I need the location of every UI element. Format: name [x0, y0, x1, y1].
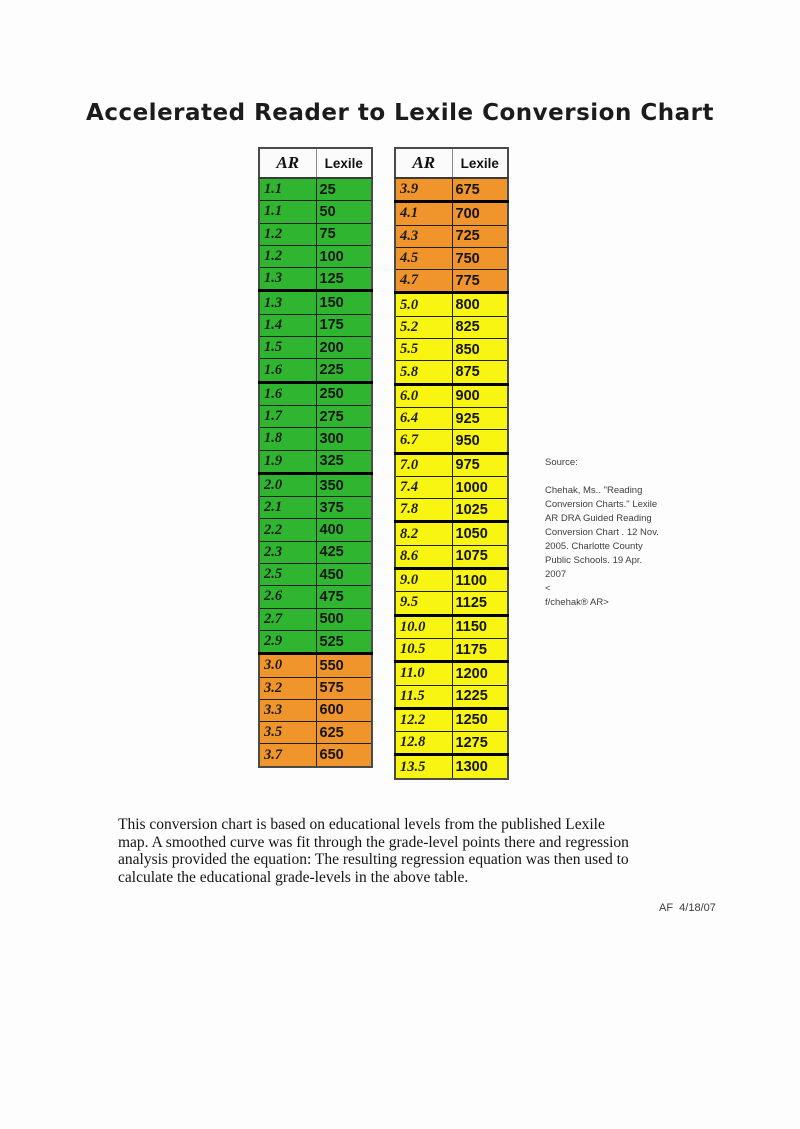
lexile-cell: 775: [452, 270, 508, 293]
lexile-cell: 625: [316, 722, 372, 744]
table-row: [395, 202, 508, 225]
table-header-row: [395, 148, 508, 178]
lexile-cell: 1225: [452, 685, 508, 708]
table-row: [395, 247, 508, 269]
ar-cell: 13.5: [395, 755, 452, 779]
lexile-cell: 600: [316, 699, 372, 721]
ar-cell: 1.9: [259, 450, 316, 473]
lexile-cell: 950: [452, 430, 508, 453]
lexile-cell: 75: [316, 223, 372, 245]
table-row: [259, 608, 372, 630]
table-row: [259, 497, 372, 519]
ar-cell: 4.1: [395, 202, 452, 225]
table-row: [395, 361, 508, 384]
lexile-cell: 250: [316, 382, 372, 405]
table-row: [395, 316, 508, 338]
table-row: [395, 708, 508, 731]
footnote-line: This conversion chart is based on educational levels from the published Lexile: [118, 816, 605, 833]
ar-cell: 11.0: [395, 662, 452, 685]
lexile-cell: 1300: [452, 755, 508, 779]
source-citation-line: AR DRA Guided Reading: [545, 513, 652, 524]
lexile-cell: 325: [316, 450, 372, 473]
lexile-cell: 175: [316, 314, 372, 336]
ar-cell: 5.8: [395, 361, 452, 384]
source-citation-lines: [545, 484, 675, 610]
lexile-cell: 725: [452, 225, 508, 247]
ar-cell: 1.3: [259, 291, 316, 314]
source-citation-line: <: [545, 583, 551, 594]
ar-cell: 2.3: [259, 541, 316, 563]
lexile-cell: 900: [452, 384, 508, 407]
ar-cell: 4.5: [395, 247, 452, 269]
footnote-line: analysis provided the equation: The resulting regression equation was then used to: [118, 851, 629, 868]
source-citation-line: 2007: [545, 569, 567, 580]
table-row: [259, 586, 372, 608]
source-citation-line: Chehak, Ms.. "Reading: [545, 485, 643, 496]
table-row: [395, 293, 508, 316]
lexile-cell: 200: [316, 337, 372, 359]
table-row: [395, 339, 508, 361]
lexile-cell: 925: [452, 407, 508, 429]
ar-cell: 3.5: [259, 722, 316, 744]
ar-cell: 1.1: [259, 201, 316, 223]
lexile-cell: 825: [452, 316, 508, 338]
table-row: [395, 755, 508, 779]
lexile-cell: 150: [316, 291, 372, 314]
ar-cell: 1.7: [259, 405, 316, 427]
table-row: [395, 685, 508, 708]
table-row: [259, 405, 372, 427]
table-row: [259, 722, 372, 744]
ar-column-header: AR: [259, 148, 316, 178]
table-row: [259, 178, 372, 201]
table-row: [395, 499, 508, 522]
ar-column-header: AR: [395, 148, 452, 178]
ar-cell: 1.8: [259, 428, 316, 450]
lexile-cell: 700: [452, 202, 508, 225]
lexile-cell: 1125: [452, 592, 508, 615]
footnote-line: calculate the educational grade-levels in the above table.: [118, 868, 469, 886]
ar-cell: 7.4: [395, 476, 452, 498]
source-citation-line: f/chehak® AR>: [545, 597, 609, 608]
lexile-cell: 975: [452, 453, 508, 476]
table-row: [259, 473, 372, 496]
table-row: [259, 337, 372, 359]
ar-cell: 1.2: [259, 223, 316, 245]
lexile-cell: 650: [316, 744, 372, 767]
ar-cell: 6.7: [395, 430, 452, 453]
table-row: [395, 615, 508, 638]
table-row: [259, 744, 372, 767]
table-row: [259, 245, 372, 267]
table-row: [395, 430, 508, 453]
ar-cell: 1.5: [259, 337, 316, 359]
ar-cell: 3.0: [259, 654, 316, 677]
lexile-cell: 1000: [452, 476, 508, 498]
lexile-cell: 475: [316, 586, 372, 608]
ar-cell: 11.5: [395, 685, 452, 708]
lexile-cell: 25: [316, 178, 372, 201]
page-title: Accelerated Reader to Lexile Conversion Chart: [86, 100, 714, 126]
ar-cell: 12.8: [395, 732, 452, 755]
table-row: [259, 519, 372, 541]
source-citation-line: Public Schools. 19 Apr.: [545, 555, 643, 566]
lexile-cell: 225: [316, 359, 372, 382]
lexile-cell: 1100: [452, 569, 508, 592]
table-row: [259, 699, 372, 721]
ar-cell: 1.2: [259, 245, 316, 267]
table-row: [395, 569, 508, 592]
table-row: [395, 545, 508, 568]
lexile-cell: 575: [316, 677, 372, 699]
lexile-cell: 1025: [452, 499, 508, 522]
lexile-cell: 675: [452, 178, 508, 202]
ar-lexile-table-right: [394, 147, 509, 780]
ar-cell: 1.3: [259, 268, 316, 291]
lexile-column-header: Lexile: [452, 148, 508, 178]
lexile-cell: 850: [452, 339, 508, 361]
table-row: [259, 291, 372, 314]
table-row: [395, 638, 508, 661]
table-row: [259, 654, 372, 677]
table-row: [395, 592, 508, 615]
ar-cell: 2.5: [259, 564, 316, 586]
lexile-column-header: Lexile: [316, 148, 372, 178]
ar-cell: 12.2: [395, 708, 452, 731]
ar-cell: 6.4: [395, 407, 452, 429]
table-row: [259, 201, 372, 223]
table-row: [259, 382, 372, 405]
lexile-cell: 1150: [452, 615, 508, 638]
footnote-line: map. A smoothed curve was fit through the grade-level points there and regression: [118, 833, 629, 851]
lexile-cell: 375: [316, 497, 372, 519]
ar-cell: 3.9: [395, 178, 452, 202]
lexile-cell: 1200: [452, 662, 508, 685]
lexile-cell: 750: [452, 247, 508, 269]
table-row: [259, 314, 372, 336]
table-row: [395, 522, 508, 545]
ar-cell: 3.3: [259, 699, 316, 721]
lexile-cell: 800: [452, 293, 508, 316]
table-row: [259, 630, 372, 653]
table-row: [395, 453, 508, 476]
lexile-cell: 450: [316, 564, 372, 586]
ar-cell: 5.2: [395, 316, 452, 338]
source-label: Source:: [545, 457, 578, 468]
lexile-cell: 425: [316, 541, 372, 563]
table-row: [395, 225, 508, 247]
lexile-cell: 400: [316, 519, 372, 541]
lexile-cell: 550: [316, 654, 372, 677]
table-row: [395, 407, 508, 429]
source-citation-line: Conversion Charts." Lexile: [545, 499, 658, 510]
source-citation-line: Conversion Chart . 12 Nov.: [545, 527, 659, 538]
ar-cell: 5.0: [395, 293, 452, 316]
ar-cell: 8.2: [395, 522, 452, 545]
ar-cell: 9.5: [395, 592, 452, 615]
ar-cell: 7.8: [395, 499, 452, 522]
ar-cell: 2.2: [259, 519, 316, 541]
ar-cell: 1.6: [259, 359, 316, 382]
ar-cell: 5.5: [395, 339, 452, 361]
table-header-row: [259, 148, 372, 178]
ar-cell: 2.1: [259, 497, 316, 519]
lexile-cell: 50: [316, 201, 372, 223]
lexile-cell: 1275: [452, 732, 508, 755]
table-row: [259, 564, 372, 586]
ar-cell: 6.0: [395, 384, 452, 407]
table-row: [259, 223, 372, 245]
footnote-paragraph: [118, 816, 698, 886]
table-row: [259, 541, 372, 563]
lexile-cell: 275: [316, 405, 372, 427]
lexile-cell: 1175: [452, 638, 508, 661]
table-row: [259, 359, 372, 382]
source-citation: [545, 456, 675, 610]
footer-initials-date: AF 4/18/07: [659, 902, 716, 914]
table-row: [259, 428, 372, 450]
ar-cell: 2.0: [259, 473, 316, 496]
lexile-cell: 1250: [452, 708, 508, 731]
ar-cell: 4.7: [395, 270, 452, 293]
lexile-cell: 525: [316, 630, 372, 653]
ar-cell: 9.0: [395, 569, 452, 592]
ar-cell: 10.0: [395, 615, 452, 638]
table-row: [259, 450, 372, 473]
lexile-cell: 500: [316, 608, 372, 630]
table-row: [395, 384, 508, 407]
ar-cell: 10.5: [395, 638, 452, 661]
ar-cell: 4.3: [395, 225, 452, 247]
lexile-cell: 875: [452, 361, 508, 384]
ar-lexile-table-left: [258, 147, 373, 768]
lexile-cell: 100: [316, 245, 372, 267]
ar-cell: 7.0: [395, 453, 452, 476]
table-row: [395, 270, 508, 293]
table-row: [395, 662, 508, 685]
lexile-cell: 1075: [452, 545, 508, 568]
ar-cell: 2.7: [259, 608, 316, 630]
table-row: [259, 268, 372, 291]
lexile-cell: 350: [316, 473, 372, 496]
table-row: [395, 476, 508, 498]
ar-cell: 8.6: [395, 545, 452, 568]
ar-cell: 2.6: [259, 586, 316, 608]
source-citation-line: 2005. Charlotte County: [545, 541, 643, 552]
table-row: [395, 178, 508, 202]
ar-cell: 1.1: [259, 178, 316, 201]
table-row: [259, 677, 372, 699]
lexile-cell: 1050: [452, 522, 508, 545]
ar-cell: 2.9: [259, 630, 316, 653]
lexile-cell: 300: [316, 428, 372, 450]
lexile-cell: 125: [316, 268, 372, 291]
ar-cell: 3.7: [259, 744, 316, 767]
ar-cell: 1.6: [259, 382, 316, 405]
ar-cell: 3.2: [259, 677, 316, 699]
table-row: [395, 732, 508, 755]
ar-cell: 1.4: [259, 314, 316, 336]
